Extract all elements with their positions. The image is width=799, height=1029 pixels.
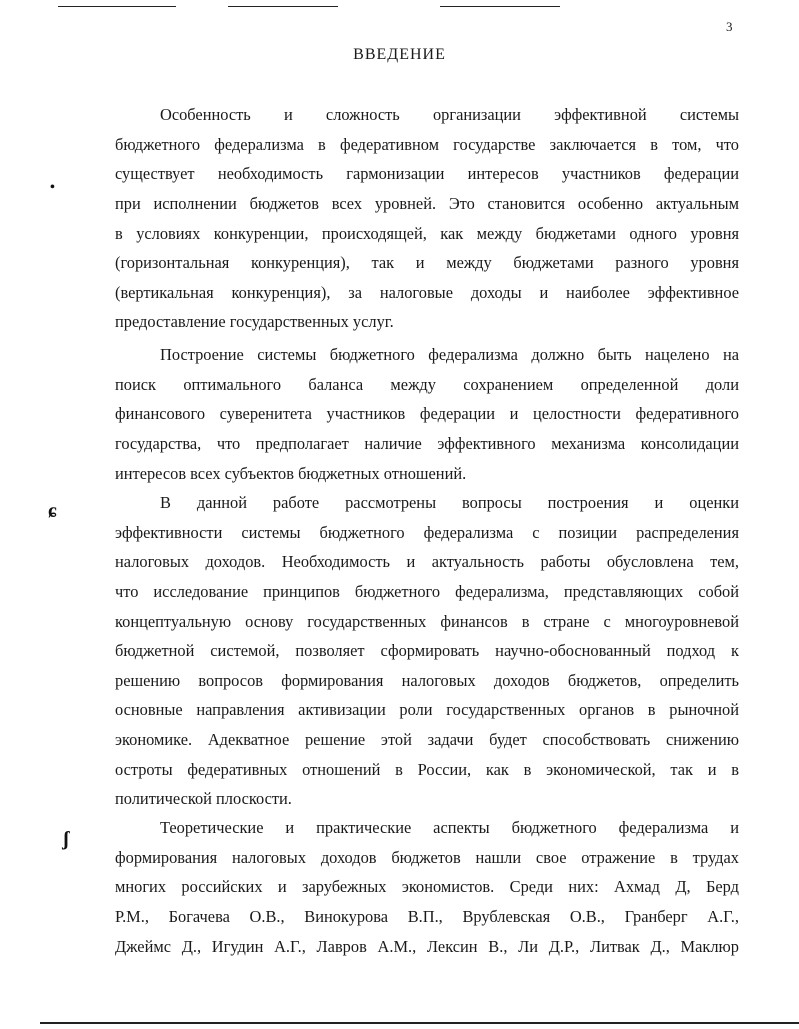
text-line: (горизонтальная конкуренция), так и между бюджетами разного уровня <box>115 253 739 273</box>
text-line: бюджетного федерализма в федеративном государстве заключается в том, что <box>115 134 739 154</box>
text-line: эффективности системы бюджетного федерализма с позиции распределения <box>115 522 739 542</box>
text-line: политической плоскости. <box>115 789 292 809</box>
text-line: концептуальную основу государственных финансов в стране с многоуровневой <box>115 611 739 631</box>
text-line: решению вопросов формирования налоговых доходов бюджетов, определить <box>115 670 739 690</box>
text-line: Джеймс Д., Игудин А.Г., Лавров А.М., Лексин В., Ли Д.Р., Литвак Д., Маклюр <box>115 936 739 956</box>
text-line: поиск оптимального баланса между сохранением определенной доли <box>115 374 739 394</box>
text-line: формирования налоговых доходов бюджетов нашли свое отражение в трудах <box>115 847 739 867</box>
scan-edge-bottom <box>40 1022 799 1024</box>
text-line: В данной работе рассмотрены вопросы построения и оценки <box>160 493 739 512</box>
paragraph-3 <box>115 488 739 814</box>
text-line: Особенность и сложность организации эффективной системы <box>160 105 739 124</box>
page-number: 3 <box>726 19 733 34</box>
paragraph-2 <box>115 340 739 488</box>
scan-edge-top-right <box>440 6 560 7</box>
text-line: в условиях конкуренции, происходящей, как между бюджетами одного уровня <box>115 223 739 243</box>
text-line: Построение системы бюджетного федерализма должно быть нацелено на <box>160 345 739 364</box>
punch-hole-mark-3: ʃ <box>63 828 70 850</box>
text-line: при исполнении бюджетов всех уровней. Это становится особенно актуальным <box>115 193 739 213</box>
text-line: существует необходимость гармонизации интересов участников федерации <box>115 164 739 184</box>
scan-edge-top-left <box>58 6 176 7</box>
text-line: экономике. Адекватное решение этой задачи будет способствовать снижению <box>115 730 739 750</box>
text-line: многих российских и зарубежных экономистов. Среди них: Ахмад Д, Берд <box>115 877 739 897</box>
text-line: предоставление государственных услуг. <box>115 312 394 332</box>
text-line: остроты федеративных отношений в России, как в экономической, так и в <box>115 759 739 779</box>
text-line: основные направления активизации роли государственных органов в рыночной <box>115 700 739 720</box>
scan-edge-top-mid <box>228 6 338 7</box>
paragraph-4 <box>115 813 739 961</box>
text-line: Р.М., Богачева О.В., Винокурова В.П., Врублевская О.В., Гранберг А.Г., <box>115 906 739 926</box>
punch-hole-mark-1: • <box>50 180 55 195</box>
text-line: (вертикальная конкуренция), за налоговые доходы и наиболее эффективное <box>115 282 739 302</box>
paragraph-1 <box>115 100 739 337</box>
text-line: налоговых доходов. Необходимость и актуальность работы обусловлена тем, <box>115 552 739 572</box>
text-line: Теоретические и практические аспекты бюджетного федерализма и <box>160 818 739 837</box>
text-line: финансового суверенитета участников федерации и целостности федеративного <box>115 404 739 424</box>
text-line: бюджетной системой, позволяет сформировать научно-обоснованный подход к <box>115 641 739 661</box>
section-title: ВВЕДЕНИЕ <box>353 46 446 63</box>
text-line: интересов всех субъектов бюджетных отношений. <box>115 463 467 483</box>
text-line: что исследование принципов бюджетного федерализма, представляющих собой <box>115 581 739 601</box>
punch-hole-mark-2: ɕ <box>48 500 57 522</box>
text-line: государства, что предполагает наличие эффективного механизма консолидации <box>115 433 739 453</box>
